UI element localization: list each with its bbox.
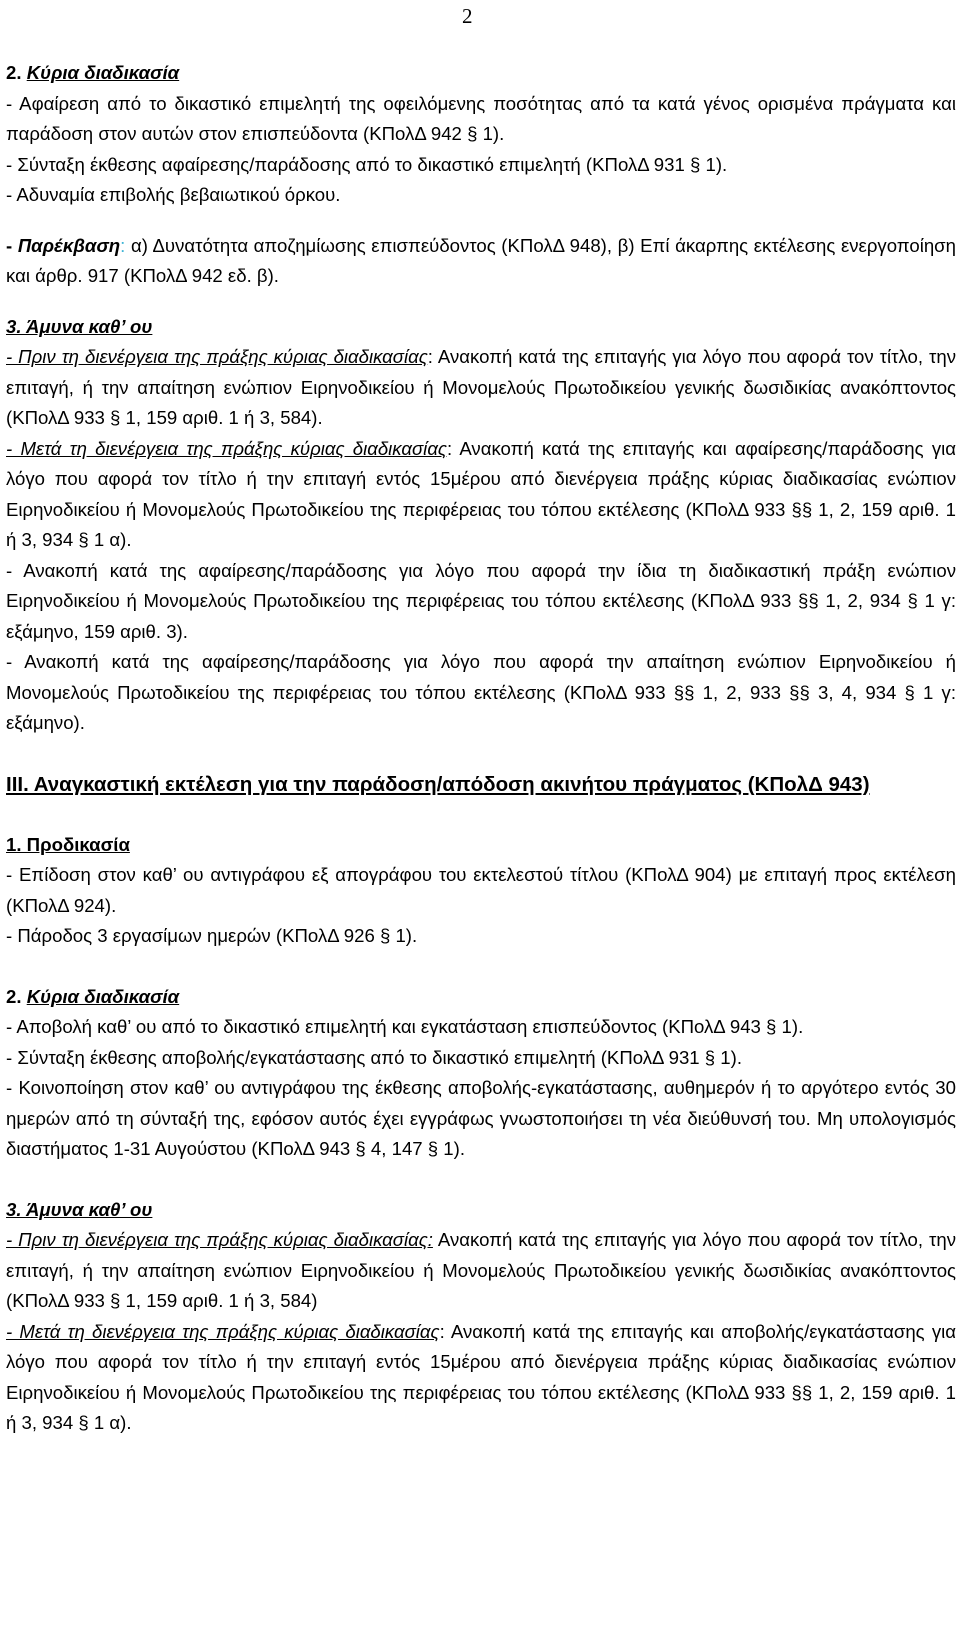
defense-text: Ανακοπή κατά της επιταγής για λόγο που αφορά τον τίτλο, την επιταγή, ή την απαίτηση ενώπιον Ειρηνοδικείου ή Μονομελούς Πρωτοδικείου γενικής δωσιδικίας ανακόπτοντος (ΚΠολΔ 933 § 1, 159 αριθ. 1 ή 3, 584). — [6, 346, 956, 428]
defense-colon: : — [446, 437, 453, 459]
defense-label: - Μετά τη διενέργεια της πράξης κύριας διαδικασίας — [6, 1320, 440, 1342]
defense-colon: : — [427, 346, 433, 367]
defense-label: - Μετά τη διενέργεια της πράξης κύριας διαδικασίας — [6, 437, 447, 459]
list-item: - Αφαίρεση από το δικαστικό επιμελητή της οφειλόμενης ποσότητας από τα κατά γένος ορισμένα πράγματα και παράδοση στον αυτών στον επισπεύδοντα (ΚΠολΔ 942 § 1). — [6, 92, 956, 144]
digression-label: Παρέκβαση — [17, 234, 121, 256]
list-item: - Σύνταξη έκθεσης αφαίρεσης/παράδοσης από το δικαστικό επιμελητή (ΚΠολΔ 931 § 1). — [6, 153, 728, 175]
digression-paragraph — [6, 231, 956, 292]
defense-text: Ανακοπή κατά της επιταγής και αποβολής/εγκατάστασης για λόγο που αφορά τον τίτλο ή την επιταγή εντός 15μέρου από διενέργεια πράξης κύριας διαδικασίας ενώπιον Ειρηνοδικείου ή Μονομελούς Πρωτοδικείου της περιφέρειας του τόπου εκτέλεσης (ΚΠολΔ 933 §§ 1, 2, 159 αριθ. 1 ή 3, 934 § 1 α). — [6, 1320, 956, 1433]
section-heading-main-procedure — [6, 58, 956, 89]
chapter-heading: ΙΙΙ. Αναγκαστική εκτέλεση για την παράδοση/απόδοση ακινήτου πράγματος (ΚΠολΔ 943) — [6, 772, 870, 796]
defense-text: Ανακοπή κατά της επιταγής και αφαίρεσης/παράδοσης για λόγο που αφορά τον τίτλο ή την επιταγή εντός 15μέρου από διενέργεια πράξης κύριας διαδικασίας ενώπιον Ειρηνοδικείου ή Μονομελούς Πρωτοδικείου της περιφέρειας του τόπου εκτέλεσης (ΚΠολΔ 933 §§ 1, 2, 159 αριθ. 1 ή 3, 934 § 1 α). — [6, 437, 956, 550]
heading-number: 2. — [6, 985, 22, 1007]
list-item: - Επίδοση στον καθ’ ου αντιγράφου εξ απογράφου του εκτελεστού τίτλου (ΚΠολΔ 904) με επιταγή προς εκτέλεση (ΚΠολΔ 924). — [6, 864, 956, 916]
section-heading-main-procedure — [6, 982, 956, 1013]
defense-colon: : — [439, 1320, 445, 1342]
list-item: - Αποβολή καθ’ ου από το δικαστικό επιμελητή και εγκατάσταση επισπεύδοντος (ΚΠολΔ 943 § 1). — [6, 1016, 804, 1037]
defense-paragraph — [6, 1225, 956, 1317]
list-item: - Σύνταξη έκθεσης αποβολής/εγκατάστασης από το δικαστικό επιμελητή (ΚΠολΔ 931 § 1). — [6, 1046, 743, 1068]
defense-paragraph: - Ανακοπή κατά της αφαίρεσης/παράδοσης για λόγο που αφορά την ίδια τη διαδικαστική πράξη ενώπιον Ειρηνοδικείου ή Μονομελούς Πρωτοδικείου της περιφέρειας του τόπου εκτέλεσης (ΚΠολΔ 933 §§ 1, 2, 934 § 1 γ: εξάμηνο, 159 αριθ. 3). — [6, 559, 956, 642]
defense-paragraph: - Ανακοπή κατά της αφαίρεσης/παράδοσης για λόγο που αφορά την απαίτηση ενώπιον Ειρηνοδικείου ή Μονομελούς Πρωτοδικείου της περιφέρειας του τόπου εκτέλεσης (ΚΠολΔ 933 §§ 1, 2, 933 §§ 3, 4, 934 § 1 γ: εξάμηνο). — [6, 651, 956, 733]
list-item: - Αδυναμία επιβολής βεβαιωτικού όρκου. — [6, 184, 341, 205]
defense-text: Ανακοπή κατά της επιταγής για λόγο που αφορά τον τίτλο, την επιταγή, ή την απαίτηση ενώπιον Ειρηνοδικείου ή Μονομελούς Πρωτοδικείου γενικής δωσιδικίας ανακόπτοντος (ΚΠολΔ 933 § 1, 159 αριθ. 1 ή 3, 584) — [6, 1229, 956, 1311]
digression-colon: : — [120, 234, 126, 256]
defense-label: - Πριν τη διενέργεια της πράξης κύριας διαδικασίας: — [6, 1229, 433, 1250]
page-number: 2 — [462, 4, 473, 28]
list-item: - Πάροδος 3 εργασίμων ημερών (ΚΠολΔ 926 § 1). — [6, 925, 418, 946]
section-heading-defense: 3. Άμυνα καθ’ ου — [6, 1198, 153, 1220]
section-heading-preliminary: 1. Προδικασία — [6, 833, 130, 855]
defense-paragraph — [6, 342, 956, 434]
document-body — [6, 58, 956, 1439]
defense-label: - Πριν τη διενέργεια της πράξης κύριας διαδικασίας — [6, 346, 428, 367]
list-item: - Κοινοποίηση στον καθ’ ου αντιγράφου της έκθεσης αποβολής-εγκατάστασης, αυθημερόν ή το αργότερο εντός 30 ημερών από τη σύνταξή της, εφόσον αυτός έχει εγγράφως γνωστοποιήσει τη νέα διεύθυνσή του. Μη υπολογισμός διαστήματος 1-31 Αυγούστου (ΚΠολΔ 943 § 4, 147 § 1). — [6, 1077, 956, 1159]
defense-paragraph — [6, 1317, 956, 1439]
heading-text: Κύρια διαδικασία — [26, 985, 180, 1007]
digression-text: α) Δυνατότητα αποζημίωσης επισπεύδοντος (ΚΠολΔ 948), β) Επί άκαρπης εκτέλεσης ενεργοποίηση και άρθρ. 917 (ΚΠολΔ 942 εδ. β). — [6, 234, 956, 286]
section-heading-defense: 3. Άμυνα καθ’ ου — [6, 315, 153, 337]
digression-dash: - — [6, 234, 18, 256]
defense-paragraph — [6, 434, 956, 556]
heading-number: 2. — [6, 62, 22, 83]
heading-text: Κύρια διαδικασία — [26, 62, 180, 83]
